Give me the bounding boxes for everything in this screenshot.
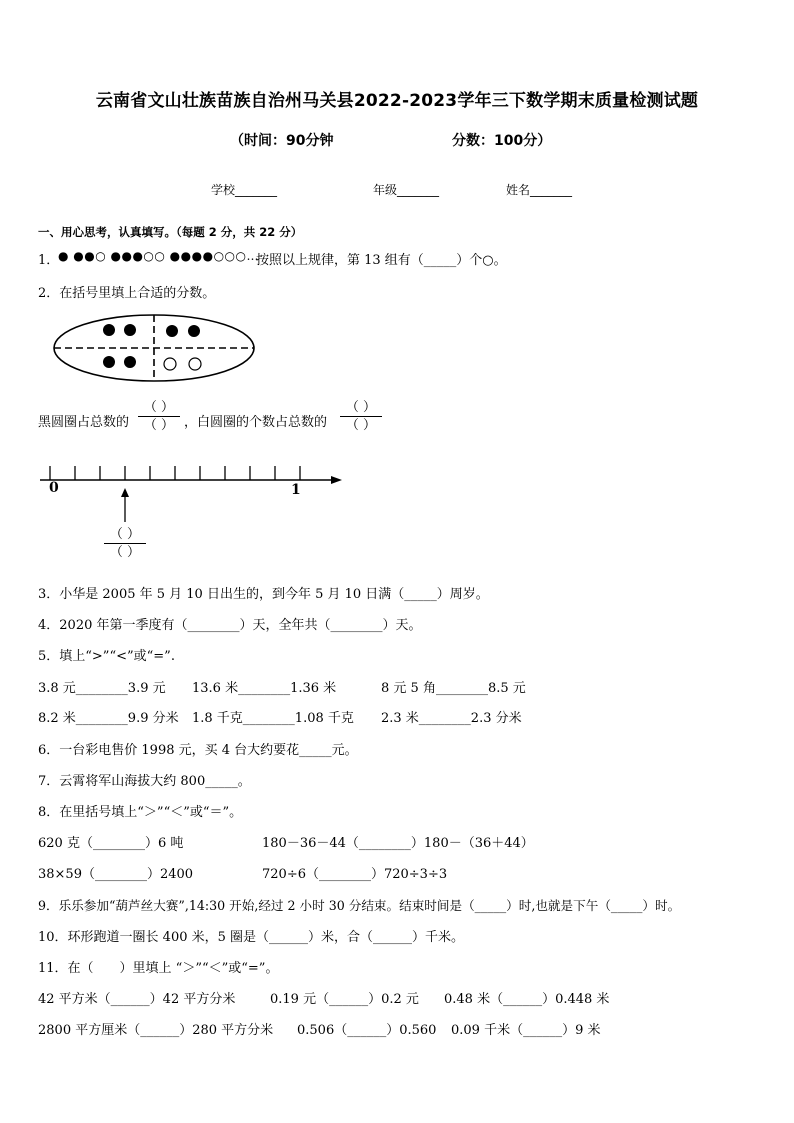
circle-oval-figure xyxy=(52,312,257,384)
compare-item: 0.19 元（______）0.2 元 xyxy=(270,992,419,1007)
question-10-text: 10．环形跑道一圈长 400 米，5 圈是（______）米，合（______）千米。 xyxy=(38,930,465,945)
question-11-text: 11．在（ ）里填上 “＞”“＜”或“=”。 xyxy=(38,961,279,976)
compare-item: 0.506（______）0.560 xyxy=(297,1023,437,1038)
number-line-zero-label: 0 xyxy=(49,480,59,496)
fraction-denominator: （ ） xyxy=(345,418,377,433)
fraction-denominator: （ ） xyxy=(143,418,175,433)
compare-item: 2.3 米________2.3 分米 xyxy=(381,711,522,726)
white-fraction-blank[interactable] xyxy=(338,399,384,434)
number-line-one-label: 1 xyxy=(291,482,301,498)
question-4-text: 4．2020 年第一季度有（________）天，全年共（________）天。 xyxy=(38,618,422,633)
section-heading: 一、用心思考，认真填写。（每题 2 分，共 22 分） xyxy=(38,225,303,239)
compare-item: 13.6 米________1.36 米 xyxy=(192,681,337,696)
grade-field: 年级_______ xyxy=(373,183,440,197)
compare-item: 0.09 千米（______）9 米 xyxy=(451,1023,601,1038)
fraction-numerator: （ ） xyxy=(345,400,377,415)
question-7-text: 7．云霄将军山海拔大约 800_____。 xyxy=(38,774,251,789)
compare-item: 2800 平方厘米（______）280 平方分米 xyxy=(38,1023,274,1038)
page-title: 云南省文山壮族苗族自治州马关县2022-2023学年三下数学期末质量检测试题 xyxy=(95,91,699,111)
black-fraction-blank[interactable] xyxy=(136,399,182,434)
white-circle-label: ，白圆圈的个数占总数的 xyxy=(184,415,328,430)
fraction-denominator: （ ） xyxy=(109,545,141,560)
fraction-numerator: （ ） xyxy=(143,400,175,415)
question-2-text: 2．在括号里填上合适的分数。 xyxy=(38,286,216,301)
compare-item: 620 克（________）6 吨 xyxy=(38,836,184,851)
compare-item: 38×59（________）2400 xyxy=(38,867,194,882)
fraction-numerator: （ ） xyxy=(109,527,141,542)
compare-item: 8.2 米________9.9 分米 xyxy=(38,711,179,726)
question-8-text: 8．在里括号填上“＞”“＜”或“＝”。 xyxy=(38,805,243,820)
compare-item: 8 元 5 角________8.5 元 xyxy=(381,681,526,696)
question-3-text: 3．小华是 2005 年 5 月 10 日出生的，到今年 5 月 10 日满（_____）周岁。 xyxy=(38,587,489,602)
question-1-dot-pattern: ● ●●○ ●●●○○ ●●●●○○○… xyxy=(58,249,259,263)
question-6-text: 6．一台彩电售价 1998 元，买 4 台大约要花_____元。 xyxy=(38,743,358,758)
compare-item: 0.48 米（______）0.448 米 xyxy=(444,992,610,1007)
question-1-text: 按照以上规律，第 13 组有（_____）个○。 xyxy=(256,253,507,268)
question-1-number: 1． xyxy=(38,253,60,268)
compare-item: 720÷6（________）720÷3÷3 xyxy=(262,867,448,882)
school-field: 学校_______ xyxy=(211,183,278,197)
name-field: 姓名_______ xyxy=(506,183,573,197)
compare-item: 3.8 元________3.9 元 xyxy=(38,681,166,696)
number-line-fraction-blank[interactable] xyxy=(102,526,148,561)
black-circle-label: 黑圆圈占总数的 xyxy=(38,415,130,430)
compare-item: 42 平方米（______）42 平方分米 xyxy=(38,992,236,1007)
compare-item: 180－36－44（________）180－（36＋44） xyxy=(262,836,534,851)
question-9-text: 9．乐乐参加“葫芦丝大赛”,14:30 开始,经过 2 小时 30 分结束。结束时间是（_____）时,也就是下午（_____）时。 xyxy=(38,898,681,913)
exam-score: 分数：100分） xyxy=(452,133,552,149)
compare-item: 1.8 千克________1.08 千克 xyxy=(192,711,354,726)
question-5-text: 5．填上“>”“<”或“=”. xyxy=(38,649,175,664)
exam-time: （时间：90分钟 xyxy=(230,133,334,149)
